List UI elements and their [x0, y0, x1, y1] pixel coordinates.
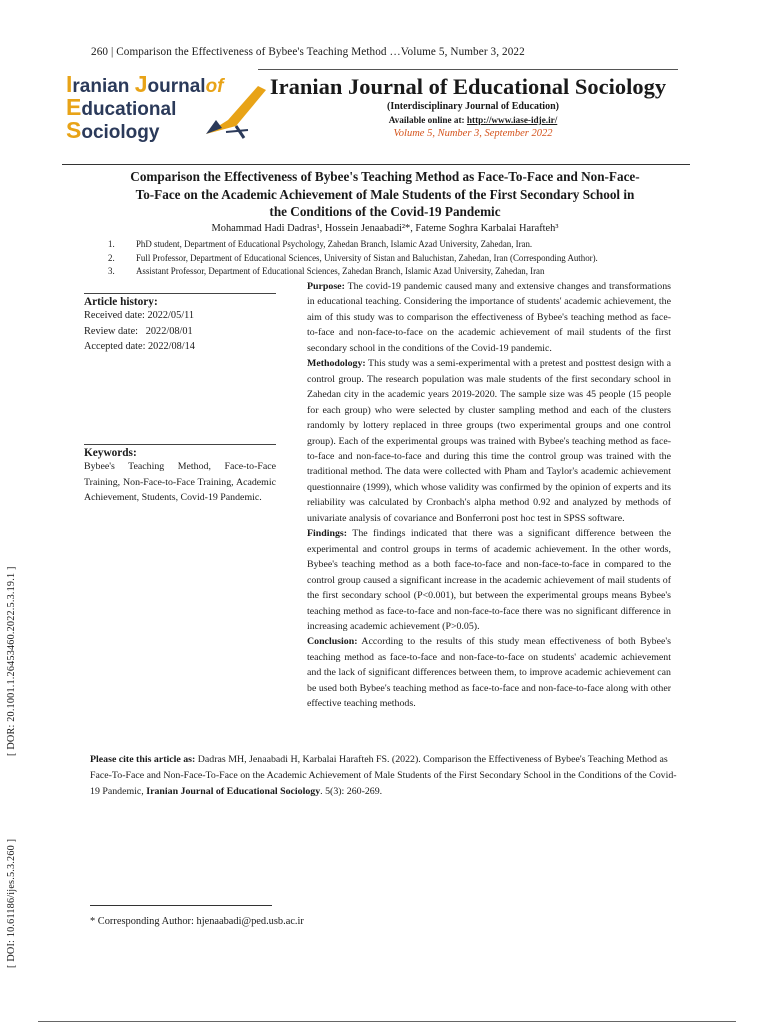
logo-wordmark: Iranian Journalof Educational Sociology: [66, 71, 224, 143]
affiliation-item: 2. Full Professor, Department of Educational Sciences, University of Sistan and Baluchistan, Zahedan, Iran (Corresponding Author).: [108, 252, 598, 263]
journal-volume: Volume 5, Number 3, September 2022: [393, 128, 553, 139]
article-history: [84, 293, 276, 355]
received-date: Received date: 2022/05/11: [84, 310, 194, 321]
paper-title: Comparison the Effectiveness of Bybee's Teaching Method as Face-To-Face and Non-Face- To-Face on the Academic Achievement of Male Students of the First Secondary School in the Conditions of the Covid-19 Pandemic: [130, 169, 640, 219]
methodology-text: This study was a semi-experimental with a pretest and posttest design with a control group. The research population was male students of the first secondary school in Zahedan city in the academic years 2019-2020. The sample size was 45 people (15 people for each group) who were selected by cluster sampling method and each of the clusters randomly by lottery replaced in three groups (two experimental groups and one control group). Each of the experimental groups was trained with Bybee's teaching method as face-to-face and non-face-to-face and during this time the control group was trained with the traditional method. The data were collected with Pham and Taylor's academic achievement questionnaire (1999), which whose validity was confirmed by the opinion of experts and its reliability was calculated by Cronbach's alpha method 0.92 and analyzed by methods of univariate analysis of covariance and Bonferroni post hoc test in SPSS software.: [307, 358, 671, 524]
keywords: [84, 444, 276, 506]
running-head: 260 | Comparison the Effectiveness of Bybee's Teaching Method …Volume 5, Number 3, 2022: [91, 46, 525, 58]
footnote: * Corresponding Author: hjenaabadi@ped.usb.ac.ir: [90, 916, 304, 927]
journal-title: Iranian Journal of Educational Sociology: [269, 74, 667, 99]
pen-icon: [196, 82, 276, 142]
purpose-label: Purpose:: [307, 281, 345, 292]
abstract: [307, 279, 671, 712]
conclusion-text: According to the results of this study mean effectiveness of both Bybee's teaching method as face-to-face and non-face-to-face on students' academic achievement and the lack of significant differences between them, to improve academic achievement can be used both Bybee's teaching method as face-to-face and non-face-to-face along with other effective teaching methods.: [307, 636, 671, 710]
methodology-label: Methodology:: [307, 358, 366, 370]
findings-text: The findings indicated that there was a significant difference between the experimental and control groups in terms of academic achievement. In the other words, Bybee's teaching method as a both face-to-face and non-face-to-face in compared to the control group caused a significant increase in the academic achievement of mail students of the first secondary school (P<0.001), but between the experimental groups means Bybee's teaching method as face-to-face and non-face-to-face there was no significant difference in increasing academic achievement (P>0.05).: [307, 528, 671, 632]
affiliation-item: 3. Assistant Professor, Department of Educational Sciences, Zahedan Branch, Islamic Azad University, Zahedan, Iran: [108, 266, 545, 276]
review-date: Review date: 2022/08/01: [84, 325, 193, 337]
citation-journal: Iranian Journal of Educational Sociology: [146, 786, 321, 797]
article-history-heading: Article history:: [84, 296, 158, 308]
title-rule: [62, 164, 690, 165]
side-dor: [ DOR: 20.1001.1.26453460.2022.5.3.19.1 ]: [6, 566, 17, 756]
conclusion-label: Conclusion:: [307, 636, 358, 648]
journal-url-link[interactable]: http://www.iase-idje.ir/: [466, 115, 558, 125]
authors: Mohammad Hadi Dadras¹, Hossein Jenaabadi²*, Fateme Soghra Karbalai Harafteh³: [211, 223, 559, 234]
journal-logo: [66, 71, 276, 146]
side-doi: [ DOI: 10.61186/ijes.5.3.260 ]: [6, 838, 17, 968]
affiliation-item: 1. PhD student, Department of Educational Psychology, Zahedan Branch, Islamic Azad University, Zahedan, Iran.: [108, 239, 533, 249]
accepted-date: Accepted date: 2022/08/14: [84, 341, 195, 352]
keywords-text: Bybee's Teaching Method, Face-to-Face Training, Non-Face-to-Face Training, Academic Achievement, Students, Covid-19 Pandemic.: [84, 461, 276, 503]
journal-online: Available online at: http://www.iase-idje.ir/: [388, 115, 558, 125]
header-rule: [258, 69, 678, 70]
keywords-heading: Keywords:: [84, 447, 137, 459]
footnote-rule: [90, 905, 272, 906]
journal-subtitle: (Interdisciplinary Journal of Education): [387, 101, 559, 112]
citation: Please cite this article as: Dadras MH, Jenaabadi H, Karbalai Harafteh FS. (2022). Comparison the Effectiveness of Bybee's Teaching Method as Face-To-Face and Non-Face-To-Face on the Academic Achievement of Male Students of the First Secondary School in the Conditions of the Covid-19 Pandemic, Iranian Journal of Educational Sociology. 5(3): 260-269.: [90, 754, 677, 797]
citation-label: Please cite this article as:: [90, 754, 196, 765]
findings-label: Findings:: [307, 528, 348, 540]
purpose-text: The covid-19 pandemic caused many and extensive changes and transformations in educational teaching. Considering the importance of students' academic achievement, the aim of this study was to comparison the effectiveness of Bybee's teaching method as face-to-face and non-face-to-face on the academic achievement of mail students of the first secondary school in the conditions of the Covid-19 pandemic.: [307, 281, 671, 354]
page-bottom-rule: [38, 1021, 736, 1022]
affiliations: [108, 238, 688, 279]
